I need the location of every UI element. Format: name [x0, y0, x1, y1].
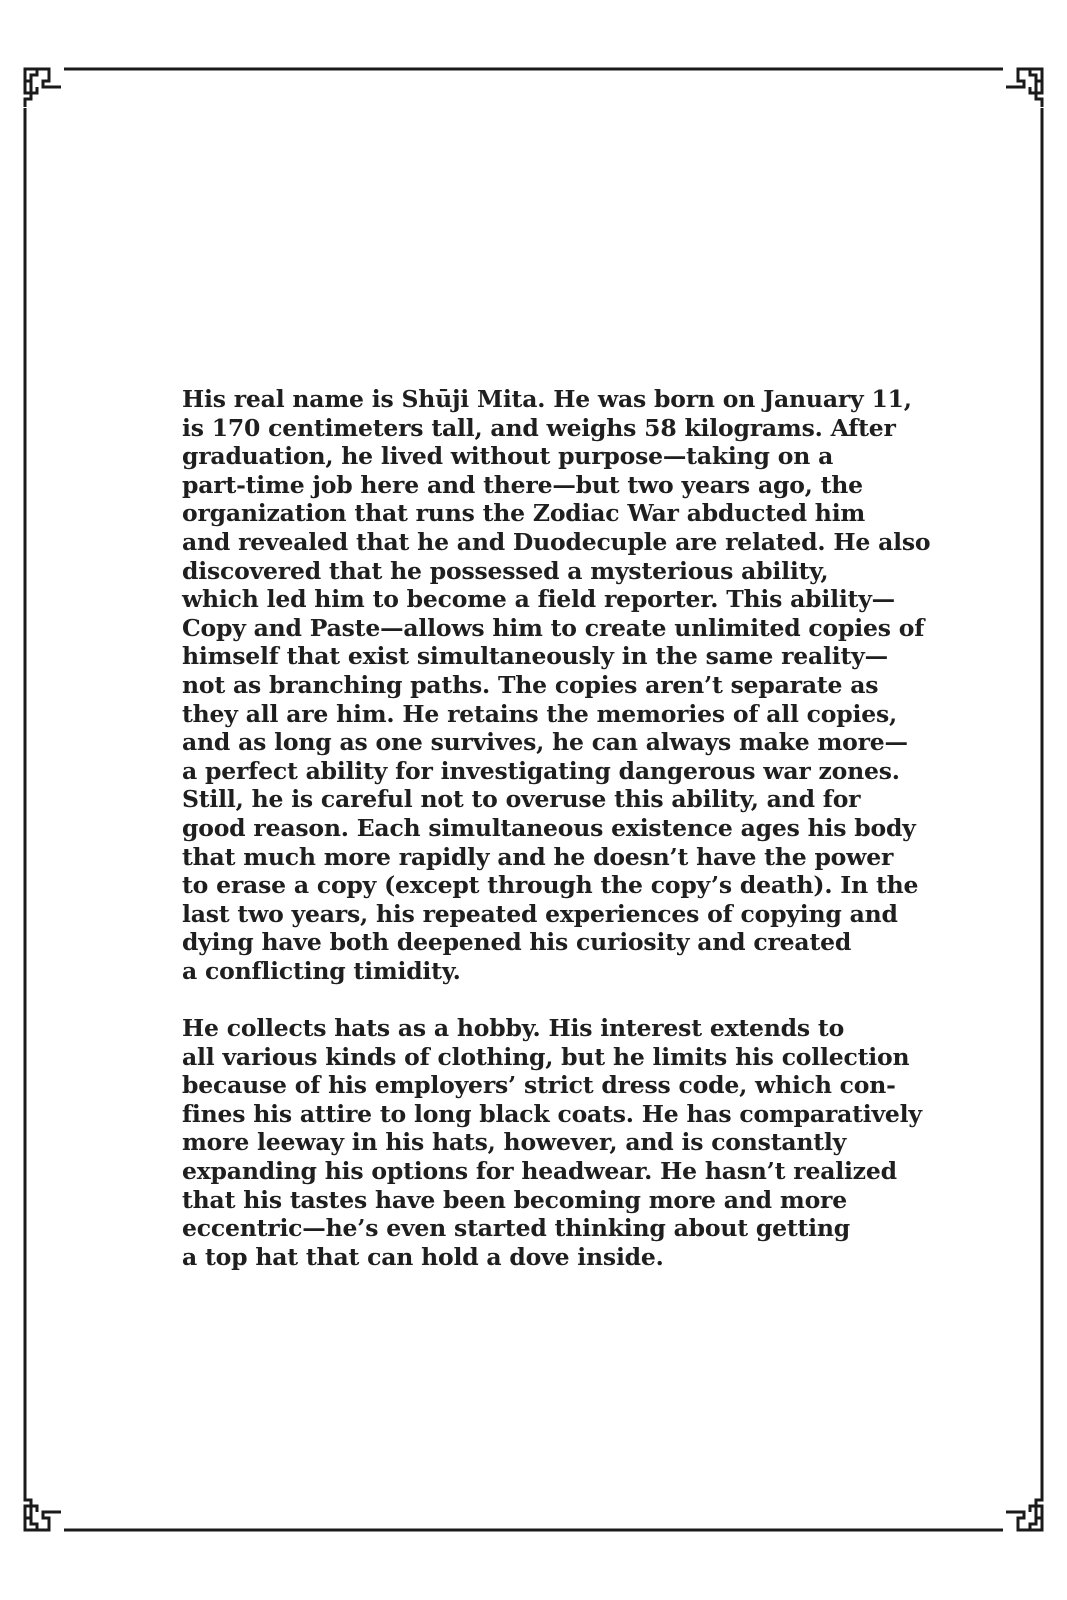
text-line: all various kinds of clothing, but he limits his collection: [182, 1042, 910, 1071]
paragraph-1: [182, 385, 942, 985]
text-line: and revealed that he and Duodecuple are related. He also: [182, 527, 931, 556]
text-line: because of his employers’ strict dress code, which con-: [182, 1071, 896, 1100]
text-line: dying have both deepened his curiosity and created: [182, 928, 852, 957]
text-line: a top hat that can hold a dove inside.: [182, 1242, 664, 1271]
corner-ornament-bottom-left: [25, 1492, 61, 1530]
text-line: a perfect ability for investigating dangerous war zones.: [182, 756, 900, 785]
text-line: discovered that he possessed a mysterious ability,: [182, 556, 829, 585]
text-line: which led him to become a field reporter. This ability—: [182, 585, 895, 614]
text-line: expanding his options for headwear. He hasn’t realized: [182, 1157, 897, 1186]
text-line: fines his attire to long black coats. He has comparatively: [182, 1099, 922, 1128]
text-line: and as long as one survives, he can always make more—: [182, 728, 908, 757]
text-line: His real name is Shūji Mita. He was born on January 11,: [182, 385, 912, 413]
text-line: to erase a copy (except through the copy’s death). In the: [182, 871, 919, 900]
paragraph-2: [182, 1014, 942, 1271]
text-line: last two years, his repeated experiences of copying and: [182, 899, 898, 928]
text-line: Still, he is careful not to overuse this ability, and for: [182, 785, 861, 814]
text-line: that his tastes have been becoming more and more: [182, 1185, 847, 1214]
corner-ornament-top-right: [1006, 69, 1042, 107]
text-line: that much more rapidly and he doesn’t have the power: [182, 842, 894, 871]
body-text: [182, 385, 942, 1271]
text-line: good reason. Each simultaneous existence ages his body: [182, 813, 916, 842]
text-line: eccentric—he’s even started thinking about getting: [182, 1214, 851, 1243]
text-line: more leeway in his hats, however, and is constantly: [182, 1128, 847, 1157]
corner-ornament-top-left: [25, 69, 61, 107]
corner-ornament-bottom-right: [1006, 1492, 1042, 1530]
text-line: a conflicting timidity.: [182, 956, 461, 985]
text-line: not as branching paths. The copies aren’t separate as: [182, 670, 879, 699]
text-line: He collects hats as a hobby. His interest extends to: [182, 1014, 845, 1043]
text-line: Copy and Paste—allows him to create unlimited copies of: [182, 613, 925, 642]
text-line: is 170 centimeters tall, and weighs 58 kilograms. After: [182, 413, 896, 442]
text-line: graduation, he lived without purpose—taking on a: [182, 442, 834, 471]
text-line: himself that exist simultaneously in the same reality—: [182, 642, 888, 671]
text-line: organization that runs the Zodiac War abducted him: [182, 499, 866, 528]
text-line: they all are him. He retains the memories of all copies,: [182, 699, 897, 728]
text-line: part-time job here and there—but two years ago, the: [182, 470, 863, 499]
